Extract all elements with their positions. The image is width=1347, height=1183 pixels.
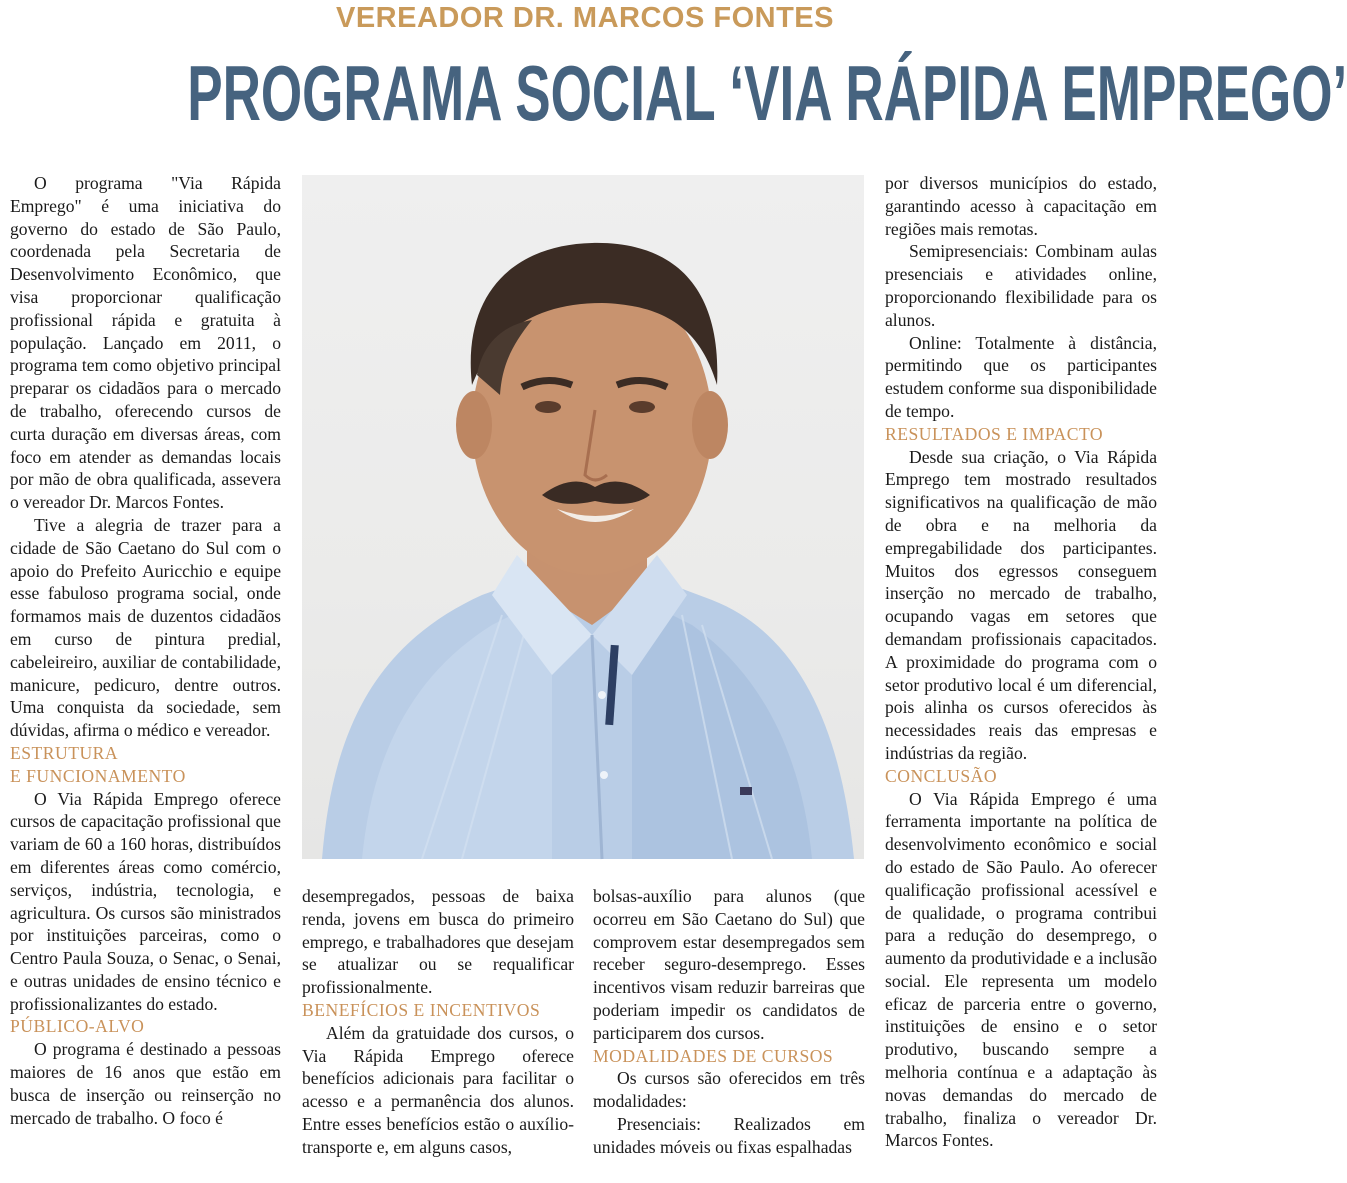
section-heading-conclusao: CONCLUSÃO: [885, 765, 998, 786]
article-column-3: [593, 885, 865, 1159]
portrait-photo: [302, 175, 864, 859]
paragraph-resultados: Desde sua criação, o Via Rápida Emprego tem mostrado resultados significativos na qualificação de mão de obra e na melhoria da empregabilidade dos participantes. Muitos dos egressos conseguem inserção no mercado de trabalho, ocupando vagas em setores que demandam profissionais capacitados. A proximidade do programa com o setor produtivo local é um diferencial, pois alinha os cursos oferecidos às necessidades reais das empresas e indústrias da região.: [885, 446, 1157, 763]
paragraph-online: Online: Totalmente à distância, permitindo que os participantes estudem conforme sua disponibilidade de tempo.: [885, 332, 1157, 421]
paragraph-estrutura: O Via Rápida Emprego oferece cursos de capacitação profissional que variam de 60 a 160 horas, distribuídos em diferentes áreas como comércio, serviços, indústria, tecnologia, e agricultura. Os cursos são ministrados por instituições parceiras, como o Centro Paula Souza, o Senac, o Senai, e outras unidades de ensino técnico e profissionalizantes do estado.: [10, 788, 281, 1014]
section-heading-modalidades: MODALIDADES DE CURSOS: [593, 1045, 834, 1066]
paragraph-modalidades: Os cursos são oferecidos em três modalidades:: [593, 1068, 865, 1112]
heading-line-1: ESTRUTURA: [10, 742, 119, 763]
heading-line-2: E FUNCIONAMENTO: [10, 765, 186, 786]
paragraph-publico: O programa é destinado a pessoas maiores de 16 anos que estão em busca de inserção ou reinserção no mercado de trabalho. O foco é: [10, 1039, 281, 1128]
article-kicker: VEREADOR DR. MARCOS FONTES: [336, 2, 834, 34]
paragraph-intro: O programa "Via Rápida Emprego" é uma iniciativa do governo do estado de São Paulo, coordenada pela Secretaria de Desenvolvimento Econômico, que visa proporcionar qualificação profissional rápida e gratuita à população. Lançado em 2011, o programa tem como objetivo principal preparar os cidadãos para o mercado de trabalho, oferecendo cursos de curta duração em diversas áreas, com foco em atender as demandas locais por mão de obra qualificada, assevera o vereador Dr. Marcos Fontes.: [10, 173, 281, 513]
paragraph-presenciais: Presenciais: Realizados em unidades móveis ou fixas espalhadas: [593, 1113, 865, 1157]
article-column-1: [10, 172, 281, 1129]
paragraph-quote: Tive a alegria de trazer para a cidade de São Caetano do Sul com o apoio do Prefeito Auricchio e equipe esse fabuloso programa social, onde formamos mais de duzentos cidadãos em curso de pintura predial, cabeleireiro, auxiliar de contabilidade, manicure, pedicuro, dentre outros. Uma conquista da sociedade, sem dúvidas, afirma o médico e vereador.: [10, 514, 281, 741]
article-column-2: [302, 885, 574, 1159]
section-heading-estrutura: [10, 742, 281, 788]
paragraph-beneficios-cont: bolsas-auxílio para alunos (que ocorreu em São Caetano do Sul) que comprovem estar desempregados sem receber seguro-desemprego. Esses incentivos visam reduzir barreiras que poderiam impedir os candidatos de participarem dos cursos.: [593, 886, 865, 1043]
article-column-4: [885, 172, 1157, 1152]
article-headline: PROGRAMA SOCIAL ‘VIA RÁPIDA EMPREGO’: [187, 49, 1347, 137]
portrait-illustration: [302, 175, 864, 859]
section-heading-publico: PÚBLICO-ALVO: [10, 1016, 145, 1037]
paragraph-semipresenciais: Semipresenciais: Combinam aulas presenciais e atividades online, proporcionando flexibilidade para os alunos.: [885, 241, 1157, 330]
paragraph-beneficios: Além da gratuidade dos cursos, o Via Rápida Emprego oferece benefícios adicionais para facilitar o acesso e a permanência dos alunos. Entre esses benefícios estão o auxílio-transporte e, em alguns casos,: [302, 1022, 574, 1157]
paragraph-publico-cont: desempregados, pessoas de baixa renda, jovens em busca do primeiro emprego, e trabalhadores que desejam se atualizar ou se requalificar profissionalmente.: [302, 886, 574, 998]
section-heading-resultados: RESULTADOS E IMPACTO: [885, 423, 1104, 444]
paragraph-conclusao: O Via Rápida Emprego é uma ferramenta importante na política de desenvolvimento econômico e social do estado de São Paulo. Ao oferecer qualificação profissional acessível e de qualidade, o programa contribui para a redução do desemprego, o aumento da produtividade e a inclusão social. Ele representa um modelo eficaz de parceria entre o governo, instituições de ensino e o setor produtivo, buscando sempre a melhoria contínua e a adaptação às novas demandas do mercado de trabalho, finaliza o vereador Dr. Marcos Fontes.: [885, 788, 1157, 1151]
paragraph-presenciais-cont: por diversos municípios do estado, garantindo acesso à capacitação em regiões mais remotas.: [885, 173, 1157, 239]
section-heading-beneficios: BENEFÍCIOS E INCENTIVOS: [302, 999, 541, 1020]
